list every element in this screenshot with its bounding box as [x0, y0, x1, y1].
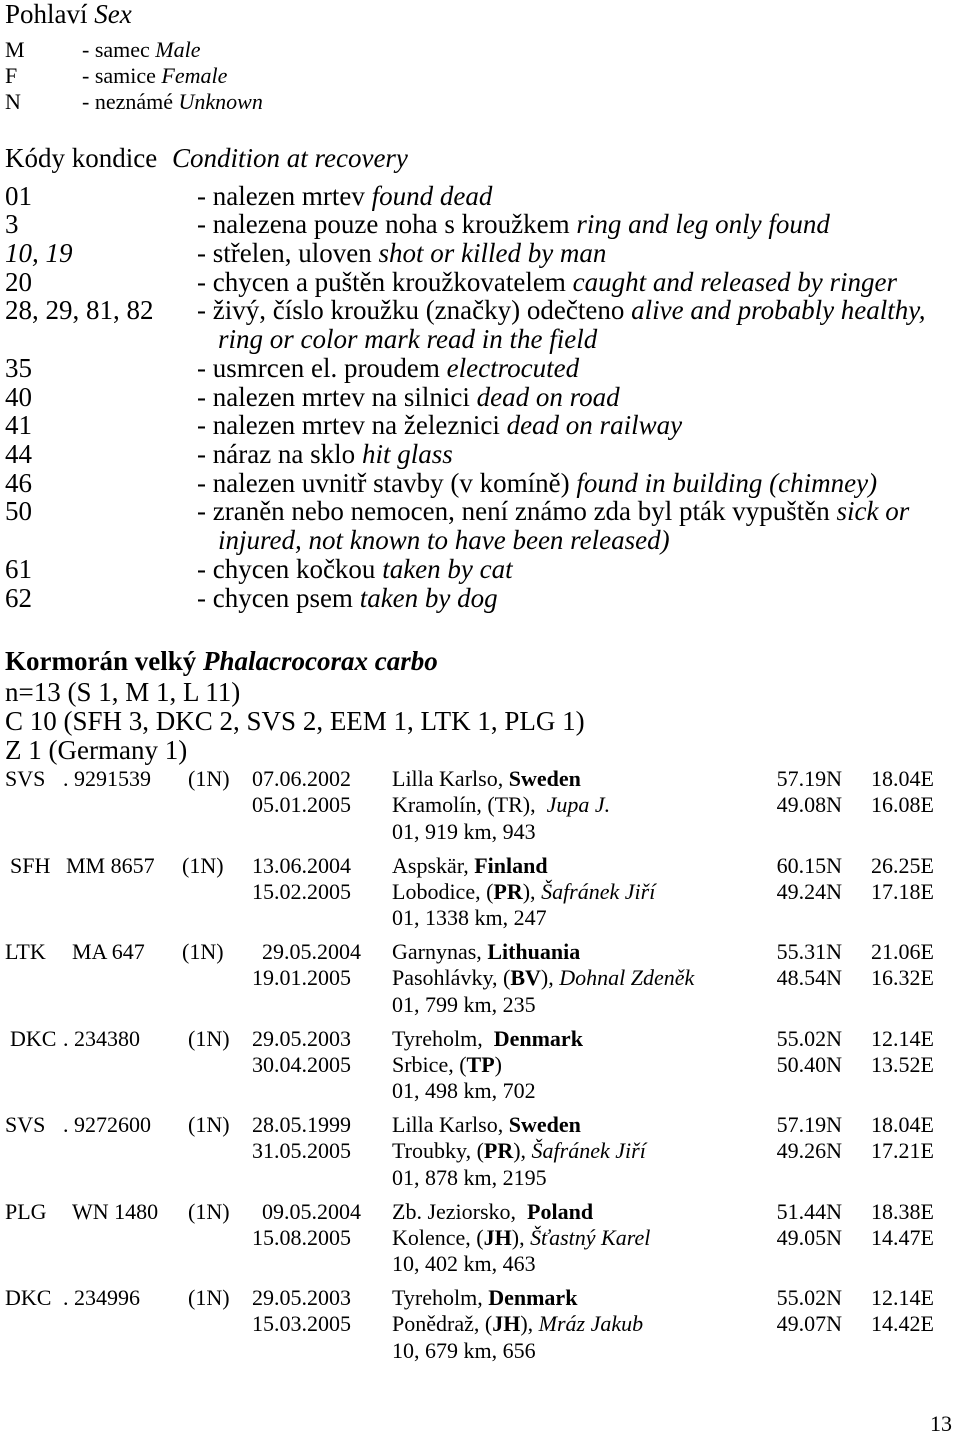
- recovery-latitude: 49.08N: [776, 792, 842, 818]
- condition-description-text: - střelen, uloven: [197, 238, 379, 269]
- condition-description: [197, 354, 579, 383]
- condition-description-text: - nalezen mrtev na silnici: [197, 381, 477, 412]
- record-recovery-line: [0, 1138, 960, 1164]
- ringing-latitude: 55.02N: [776, 1285, 842, 1310]
- recovery-place-text: BV: [510, 965, 541, 991]
- species-title: [5, 647, 960, 676]
- age-code: (1N): [188, 1025, 230, 1051]
- recovery-place: [392, 1225, 650, 1251]
- age-code: (1N): [188, 1198, 230, 1224]
- condition-description-text: alive and probably healthy,: [631, 295, 926, 326]
- record-summary-line: [0, 1338, 960, 1364]
- sex-title-en: Sex: [94, 0, 132, 29]
- ringing-longitude: 18.04E: [871, 766, 934, 791]
- condition-item: [0, 268, 960, 297]
- record-ringing-line: [0, 1026, 960, 1052]
- ringing-place: [392, 853, 548, 879]
- ringing-place-text: Denmark: [493, 1025, 583, 1051]
- species-name-latin: Phalacrocorax carbo: [202, 645, 438, 676]
- condition-code: 40: [5, 381, 32, 412]
- recovery-summary: 01, 498 km, 702: [392, 1078, 536, 1104]
- ring-number: . 9272600: [63, 1112, 151, 1137]
- recovery-summary: 01, 919 km, 943: [392, 818, 536, 844]
- condition-description-text: shot or killed by man: [378, 238, 607, 269]
- condition-item-continuation: [0, 526, 960, 555]
- condition-code: 41: [5, 410, 32, 441]
- age-code: (1N): [182, 852, 224, 878]
- recovery-place: [392, 879, 655, 905]
- record-recovery-line: [0, 965, 960, 991]
- record-recovery-line: [0, 1052, 960, 1078]
- recovery-place-text: PR: [493, 878, 523, 904]
- record-summary-line: [0, 1165, 960, 1191]
- condition-description: [197, 383, 620, 412]
- condition-item: [0, 296, 960, 325]
- recovery-summary: 10, 402 km, 463: [392, 1251, 536, 1277]
- record-summary-line: [0, 905, 960, 931]
- condition-description: [218, 526, 670, 555]
- condition-code: 3: [5, 209, 19, 240]
- ringing-scheme: DKC: [10, 1025, 57, 1051]
- ringing-date: 28.05.1999: [252, 1112, 351, 1137]
- condition-item: [0, 469, 960, 498]
- condition-title-cz: Kódy kondice: [5, 143, 158, 173]
- condition-description-text: found in building (chimney): [576, 467, 878, 498]
- condition-description-text: dead on railway: [506, 410, 683, 441]
- recovery-place-text: Troubky, (: [392, 1138, 484, 1164]
- ring-number: WN 1480: [72, 1198, 159, 1224]
- ringing-scheme: DKC: [5, 1285, 52, 1310]
- ringing-place-text: Zb. Jeziorsko,: [392, 1198, 528, 1224]
- recovery-longitude: 16.08E: [871, 792, 934, 818]
- condition-item: [0, 584, 960, 613]
- recovery-date: 30.04.2005: [252, 1051, 351, 1077]
- record-ringing-line: [0, 939, 960, 965]
- condition-description-text: - nalezen uvnitř stavby (v komíně): [197, 467, 577, 498]
- recovery-summary: 01, 799 km, 235: [392, 991, 536, 1017]
- sex-description: [82, 89, 263, 115]
- condition-description: [197, 210, 830, 239]
- ringing-place-text: Tyreholm,: [392, 1285, 489, 1310]
- ringing-place: [392, 1112, 581, 1138]
- condition-description-text: - náraz na sklo: [197, 438, 362, 469]
- ring-number: . 234996: [63, 1285, 140, 1310]
- condition-description-text: - nalezena pouze noha s kroužkem: [197, 209, 577, 240]
- condition-code: 20: [5, 266, 32, 297]
- ringing-latitude: 55.02N: [776, 1025, 842, 1051]
- record-ringing-line: [0, 766, 960, 792]
- sex-description-text: - samice: [82, 63, 162, 88]
- ringing-latitude: 57.19N: [776, 766, 842, 791]
- recovery-place: [392, 1311, 643, 1337]
- condition-description: [197, 497, 909, 526]
- condition-description-text: - chycen kočkou: [197, 553, 383, 584]
- record-summary-line: [0, 819, 960, 845]
- condition-description-text: found dead: [371, 180, 493, 211]
- recovery-place-text: Mráz Jakub: [538, 1311, 644, 1337]
- page-number: 13: [930, 1411, 952, 1436]
- condition-description-text: hit glass: [361, 438, 453, 469]
- ringing-latitude: 60.15N: [776, 852, 842, 878]
- recovery-place-text: JH: [492, 1311, 521, 1337]
- recovery-date: 15.02.2005: [252, 878, 351, 904]
- recovery-longitude: 16.32E: [871, 965, 934, 991]
- age-code: (1N): [188, 1112, 230, 1137]
- ringing-longitude: 12.14E: [871, 1025, 934, 1051]
- record-ringing-line: [0, 1112, 960, 1138]
- condition-description-text: electrocuted: [446, 352, 580, 383]
- ringing-date: 13.06.2004: [252, 852, 351, 878]
- ringing-date: 29.05.2003: [252, 1025, 351, 1051]
- recovery-longitude: 14.42E: [871, 1311, 934, 1337]
- ringing-longitude: 12.14E: [871, 1285, 934, 1310]
- ringing-place-text: Poland: [527, 1198, 594, 1224]
- ringing-date: 09.05.2004: [262, 1198, 361, 1224]
- recovery-summary: 01, 878 km, 2195: [392, 1164, 547, 1190]
- ringing-date: 07.06.2002: [252, 766, 351, 791]
- condition-description: [218, 325, 597, 354]
- recovery-longitude: 17.21E: [871, 1138, 934, 1164]
- recovery-place-text: ),: [513, 1138, 532, 1164]
- recovery-latitude: 49.05N: [776, 1224, 842, 1250]
- ringing-place-text: Lilla Karlso,: [392, 766, 509, 791]
- sex-description-text: - neznámé: [82, 89, 179, 114]
- condition-code: 50: [5, 496, 32, 527]
- condition-code: 10, 19: [5, 238, 73, 269]
- record-block: [0, 853, 960, 933]
- condition-description-text: - chycen psem: [197, 582, 360, 613]
- condition-code: 35: [5, 352, 32, 383]
- species-summary-line: C 10 (SFH 3, DKC 2, SVS 2, EEM 1, LTK 1, PLG 1): [5, 705, 585, 736]
- ringing-place-text: Sweden: [508, 1112, 581, 1137]
- ringing-place-text: Tyreholm,: [392, 1025, 494, 1051]
- recovery-place-text: Kramolín, (TR),: [392, 792, 547, 818]
- condition-description-text: ring and leg only found: [576, 209, 830, 240]
- recovery-place-text: ),: [511, 1224, 531, 1250]
- condition-description-text: - chycen a puštěn kroužkovatelem: [197, 266, 573, 297]
- condition-code: 61: [5, 553, 32, 584]
- condition-item: [0, 440, 960, 469]
- condition-description-text: injured, not known to have been released): [218, 525, 670, 556]
- condition-description-text: - zraněn nebo nemocen, není známo zda byl pták vypuštěn: [197, 496, 837, 527]
- condition-description-text: - nalezen mrtev: [197, 180, 372, 211]
- ringing-place: [392, 1026, 583, 1052]
- sex-title-cz: Pohlaví: [5, 0, 88, 29]
- recovery-place-text: ): [494, 1051, 502, 1077]
- recovery-longitude: 17.18E: [871, 878, 934, 904]
- recovery-place: [392, 1052, 502, 1078]
- condition-description-text: - živý, číslo kroužku (značky) odečteno: [197, 295, 632, 326]
- ringing-longitude: 18.38E: [871, 1198, 934, 1224]
- ringing-latitude: 55.31N: [776, 939, 842, 964]
- sex-item: [0, 89, 960, 115]
- condition-code: 62: [5, 582, 32, 613]
- condition-code: 01: [5, 180, 32, 211]
- age-code: (1N): [188, 1285, 230, 1310]
- ringing-longitude: 18.04E: [871, 1112, 934, 1137]
- record-summary-line: [0, 992, 960, 1018]
- recovery-place-text: TP: [466, 1051, 495, 1077]
- recovery-place-text: Šafránek Jiří: [541, 878, 656, 904]
- record-block: [0, 1112, 960, 1192]
- recovery-place-text: Šafránek Jiří: [531, 1138, 646, 1164]
- ring-number: MM 8657: [66, 852, 155, 878]
- recovery-longitude: 14.47E: [871, 1224, 934, 1250]
- ringing-place: [392, 1199, 593, 1225]
- sex-description-text: Female: [161, 63, 228, 88]
- age-code: (1N): [188, 766, 230, 791]
- sex-description-text: Male: [155, 37, 201, 62]
- recovery-latitude: 48.54N: [776, 965, 842, 991]
- record-block: [0, 766, 960, 846]
- recovery-place-text: Kolence, (: [392, 1224, 484, 1250]
- condition-description: [197, 440, 453, 469]
- condition-item: [0, 497, 960, 526]
- condition-description: [197, 555, 513, 584]
- ring-number: . 234380: [63, 1025, 140, 1051]
- recovery-place: [392, 1138, 646, 1164]
- sex-code: M: [5, 37, 25, 62]
- ringing-place-text: Garnynas,: [392, 939, 488, 964]
- ringing-latitude: 57.19N: [776, 1112, 842, 1137]
- recovery-date: 31.05.2005: [252, 1138, 351, 1164]
- condition-item: [0, 210, 960, 239]
- condition-description: [197, 239, 606, 268]
- condition-code: 44: [5, 438, 32, 469]
- recovery-place-text: Lobodice, (: [392, 878, 494, 904]
- sex-description: [82, 37, 201, 63]
- condition-item: [0, 182, 960, 211]
- species-name-cz: Kormorán velký: [5, 645, 197, 676]
- record-ringing-line: [0, 853, 960, 879]
- condition-description: [197, 411, 682, 440]
- condition-description: [197, 469, 877, 498]
- recovery-place-text: ),: [522, 878, 542, 904]
- recovery-latitude: 49.24N: [776, 878, 842, 904]
- ringing-place-text: Finland: [474, 852, 548, 878]
- age-code: (1N): [182, 939, 224, 964]
- record-recovery-line: [0, 792, 960, 818]
- species-summary-line: Z 1 (Germany 1): [5, 734, 188, 765]
- condition-item: [0, 411, 960, 440]
- recovery-place: [392, 792, 610, 818]
- condition-section-title: [5, 143, 960, 173]
- condition-description-text: taken by dog: [359, 582, 498, 613]
- record-summary-line: [0, 1251, 960, 1277]
- condition-description-text: caught and released by ringer: [572, 266, 898, 297]
- recovery-place-text: Pasohlávky, (: [392, 965, 511, 991]
- recovery-date: 05.01.2005: [252, 792, 351, 818]
- condition-item: [0, 555, 960, 584]
- ringing-place: [392, 1285, 577, 1311]
- sex-code: F: [5, 63, 18, 88]
- recovery-latitude: 50.40N: [776, 1051, 842, 1077]
- ringing-place: [392, 766, 581, 792]
- record-ringing-line: [0, 1199, 960, 1225]
- condition-item: [0, 239, 960, 268]
- recovery-date: 15.03.2005: [252, 1311, 351, 1337]
- sex-description: [82, 63, 227, 89]
- ringing-scheme: SVS: [5, 1112, 46, 1137]
- condition-code: 28, 29, 81, 82: [5, 295, 154, 326]
- ringing-place: [392, 939, 580, 965]
- recovery-summary: 01, 1338 km, 247: [392, 905, 547, 931]
- condition-description-text: sick or: [836, 496, 910, 527]
- recovery-longitude: 13.52E: [871, 1051, 934, 1077]
- recovery-summary: 10, 679 km, 656: [392, 1337, 536, 1363]
- recovery-date: 19.01.2005: [252, 965, 351, 991]
- record-ringing-line: [0, 1285, 960, 1311]
- condition-description: [197, 268, 897, 297]
- sex-description-text: Unknown: [178, 89, 263, 114]
- ringing-latitude: 51.44N: [776, 1198, 842, 1224]
- ringing-place-text: Lithuania: [487, 939, 581, 964]
- ringing-date: 29.05.2003: [252, 1285, 351, 1310]
- record-block: [0, 1285, 960, 1365]
- recovery-place-text: Šťastný Karel: [530, 1224, 651, 1250]
- recovery-place-text: Jupa J.: [546, 792, 611, 818]
- condition-description-text: dead on road: [476, 381, 620, 412]
- record-block: [0, 1026, 960, 1106]
- recovery-place-text: ),: [540, 965, 560, 991]
- recovery-place-text: JH: [483, 1224, 512, 1250]
- record-recovery-line: [0, 879, 960, 905]
- ring-number: MA 647: [72, 939, 145, 964]
- sex-item: [0, 37, 960, 63]
- ringing-date: 29.05.2004: [262, 939, 361, 964]
- record-recovery-line: [0, 1311, 960, 1337]
- sex-section-title: [5, 0, 960, 28]
- recovery-date: 15.08.2005: [252, 1224, 351, 1250]
- sex-description-text: - samec: [82, 37, 156, 62]
- ringing-place-text: Denmark: [488, 1285, 578, 1310]
- ringing-longitude: 21.06E: [871, 939, 934, 964]
- condition-description-text: - usmrcen el. proudem: [197, 352, 447, 383]
- condition-description: [197, 296, 926, 325]
- ringing-scheme: SFH: [10, 852, 51, 878]
- ringing-longitude: 26.25E: [871, 852, 934, 878]
- ringing-scheme: LTK: [5, 939, 46, 964]
- condition-title-en: Condition at recovery: [171, 143, 408, 173]
- ringing-place-text: Aspskär,: [392, 852, 475, 878]
- record-block: [0, 939, 960, 1019]
- recovery-place: [392, 965, 694, 991]
- condition-description-text: taken by cat: [382, 553, 513, 584]
- ringing-scheme: PLG: [5, 1198, 47, 1224]
- condition-description: [197, 182, 492, 211]
- ringing-place-text: Lilla Karlso,: [392, 1112, 509, 1137]
- ringing-place-text: Sweden: [508, 766, 581, 791]
- ringing-scheme: SVS: [5, 766, 46, 791]
- condition-description-text: ring or color mark read in the field: [218, 324, 598, 355]
- condition-item: [0, 354, 960, 383]
- record-block: [0, 1199, 960, 1279]
- recovery-place-text: ),: [520, 1311, 539, 1337]
- recovery-place-text: Dohnal Zdeněk: [559, 965, 695, 991]
- record-summary-line: [0, 1078, 960, 1104]
- condition-code: 46: [5, 467, 32, 498]
- record-recovery-line: [0, 1225, 960, 1251]
- condition-item: [0, 383, 960, 412]
- recovery-place-text: Ponědraž, (: [392, 1311, 493, 1337]
- condition-item-continuation: [0, 325, 960, 354]
- ring-number: . 9291539: [63, 766, 151, 791]
- recovery-latitude: 49.07N: [776, 1311, 842, 1337]
- sex-code: N: [5, 89, 21, 114]
- condition-description: [197, 584, 498, 613]
- sex-item: [0, 63, 960, 89]
- recovery-place-text: Srbice, (: [392, 1051, 467, 1077]
- recovery-latitude: 49.26N: [776, 1138, 842, 1164]
- condition-description-text: - nalezen mrtev na železnici: [197, 410, 507, 441]
- recovery-place-text: PR: [483, 1138, 514, 1164]
- species-summary-line: n=13 (S 1, M 1, L 11): [5, 676, 241, 707]
